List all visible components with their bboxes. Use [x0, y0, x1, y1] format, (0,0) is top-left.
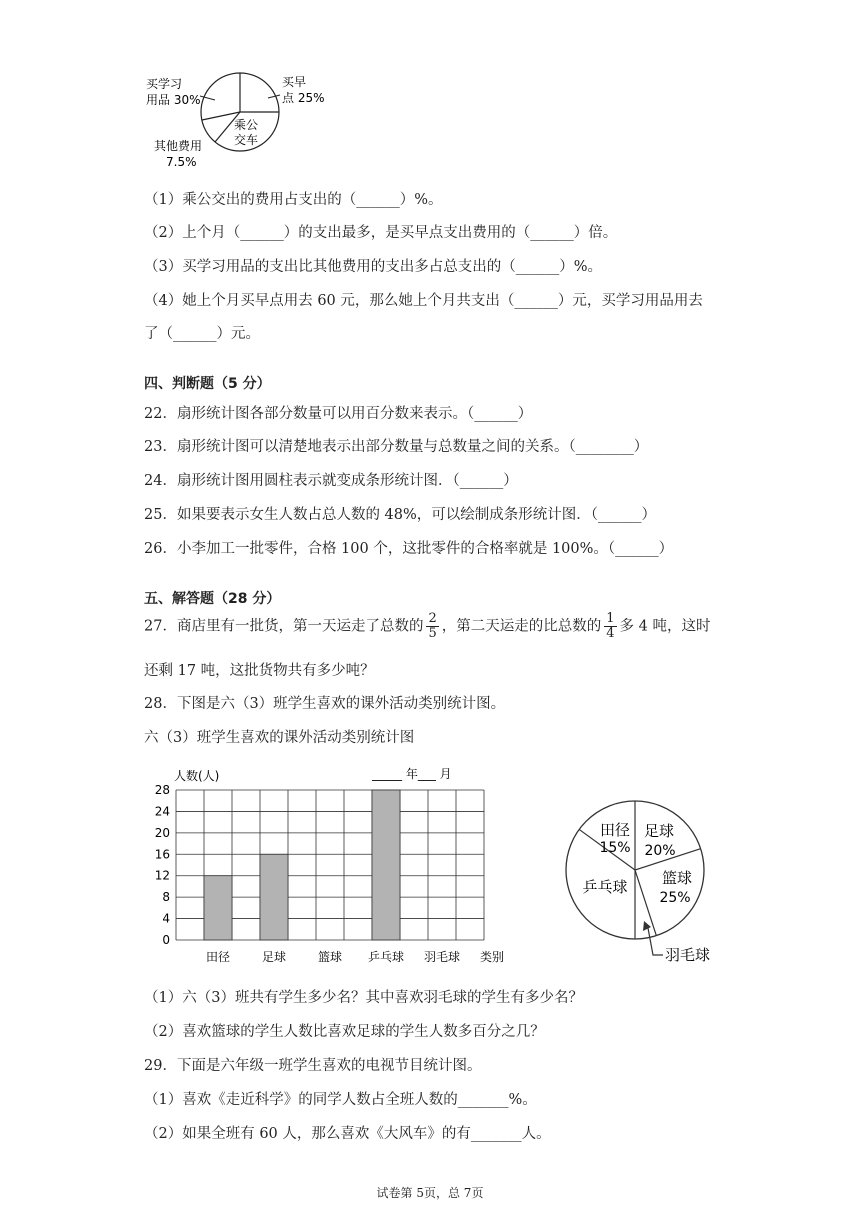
q21-sub1: （1）乘公交出的费用占支出的（______）%。: [144, 192, 443, 208]
section4-title: 四、判断题（5 分）: [144, 376, 271, 392]
q21-sub3: （3）买学习用品的支出比其他费用的支出多占总支出的（______）%。: [144, 259, 603, 275]
pie2-slice-label-1: 足球: [643, 822, 675, 840]
q28: 28．下图是六（3）班学生喜欢的课外活动类别统计图。: [144, 696, 506, 712]
q25: 25．如果要表示女生人数占总人数的 48%，可以绘制成条形统计图．（______）: [144, 507, 657, 523]
q27: [144, 612, 710, 641]
date-label: _____ 年___ 月: [372, 767, 452, 781]
q22: 22．扇形统计图各部分数量可以用百分数来表示。（______）: [144, 406, 533, 422]
y-tick-label: 16: [154, 847, 170, 862]
q24: 24．扇形统计图用圆柱表示就变成条形统计图．（______）: [144, 473, 518, 489]
pie2-slice-pct-1: 20%: [644, 843, 676, 859]
q29-sub1: （1）喜欢《走近科学》的同学人数占全班人数的_______%。: [144, 1092, 537, 1108]
bar-3: [372, 790, 400, 940]
x-tick-label: 田径: [205, 950, 231, 964]
q26: 26．小李加工一批零件，合格 100 个，这批零件的合格率就是 100%。（______）: [144, 541, 674, 557]
expense-pie-chart: [130, 62, 350, 172]
pie1-label-study-1: 买学习: [146, 77, 183, 91]
y-tick-label: 20: [154, 825, 170, 840]
pie1-label-study-2: 用品 30%: [146, 93, 201, 107]
pie2-slice-label-0: 田径: [599, 821, 631, 839]
activity-pie-chart: [555, 795, 745, 975]
y-tick-label: 0: [162, 933, 170, 947]
pie1-label-other-2: 7.5%: [166, 155, 197, 169]
pie2-slice-pct-2: 25%: [659, 890, 691, 906]
x-tick-label: 足球: [261, 950, 287, 964]
q27-text-a: 27．商店里有一批货，第一天运走了总数的: [144, 618, 424, 635]
q27-fraction-1: $\frac{2}{5}$: [428, 611, 437, 641]
pie1-label-bus-2: 交车: [234, 133, 259, 147]
q28-caption: 六（3）班学生喜欢的课外活动类别统计图: [144, 730, 415, 746]
x-axis-label: 类别: [480, 950, 505, 964]
q27-fraction-2: $\frac{1}{4}$: [606, 611, 615, 641]
x-tick-label: 羽毛球: [423, 950, 461, 964]
x-tick-label: 篮球: [317, 950, 343, 964]
bar-1: [260, 854, 288, 940]
pie1-label-breakfast-2: 点 25%: [282, 91, 325, 105]
y-tick-label: 8: [162, 890, 170, 905]
pie1-label-bus-1: 乘公: [234, 118, 259, 132]
pie2-slice-label-2: 篮球: [661, 869, 693, 887]
q29: 29．下面是六年级一班学生喜欢的电视节目统计图。: [144, 1058, 482, 1074]
pie1-label-other-1: 其他费用: [154, 139, 203, 153]
q29-sub2: （2）如果全班有 60 人，那么喜欢《大风车》的有_______人。: [144, 1126, 551, 1142]
y-tick-label: 4: [162, 911, 170, 926]
y-tick-label: 12: [154, 868, 170, 883]
q27-text-b: ，第二天运走的比总数的: [441, 618, 602, 635]
q27-text-c: 多 4 吨，这时: [619, 618, 711, 635]
y-tick-label: 24: [154, 804, 170, 819]
q21-sub2: （2）上个月（______）的支出最多，是买早点支出费用的（______）倍。: [144, 225, 618, 241]
x-tick-label: 乒乓球: [367, 950, 405, 964]
pie1-label-breakfast-1: 买早: [282, 75, 307, 89]
bar-0: [204, 876, 232, 940]
q27-cont: 还剩 17 吨，这批货物共有多少吨？: [144, 663, 375, 679]
pie2-slice-label-4: 乒乓球: [582, 878, 628, 896]
q21-sub4-cont: 了（______）元。: [144, 326, 260, 342]
q21-sub4: （4）她上个月买早点用去 60 元，那么她上个月共支出（______）元，买学习用品用去: [144, 293, 703, 309]
q28-sub1: （1）六（3）班共有学生多少名？其中喜欢羽毛球的学生有多少名？: [144, 990, 583, 1006]
q28-sub2: （2）喜欢篮球的学生人数比喜欢足球的学生人数多百分之几？: [144, 1024, 545, 1040]
activity-bar-chart: [140, 760, 520, 970]
section5-title: 五、解答题（28 分）: [144, 591, 281, 607]
y-axis-label: 人数(人): [174, 769, 220, 783]
pie2-slice-label-3: 羽毛球: [665, 946, 711, 964]
q23: 23．扇形统计图可以清楚地表示出部分数量与总数量之间的关系。（________）: [144, 439, 649, 455]
page-footer: 试卷第 5页，总 7页: [376, 1186, 484, 1200]
pie2-slice-pct-0: 15%: [599, 840, 631, 856]
y-tick-label: 28: [154, 783, 170, 797]
